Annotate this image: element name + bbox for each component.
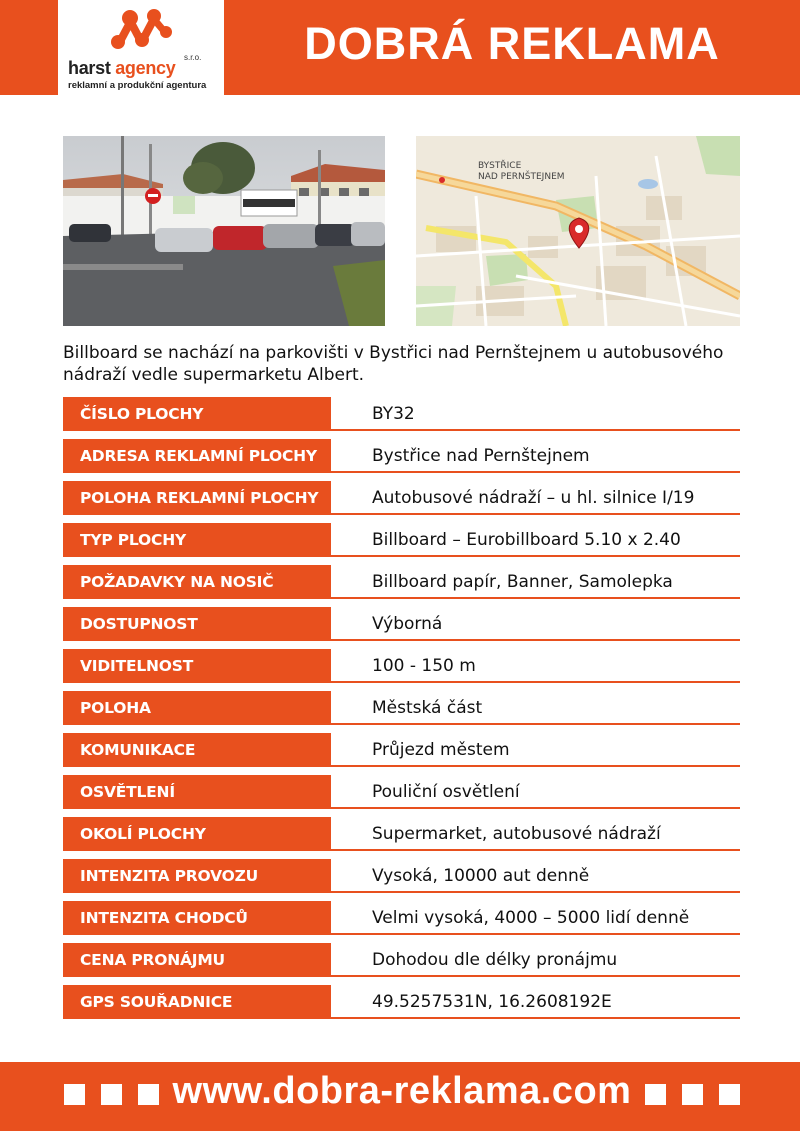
spec-label: INTENZITA CHODCŮ (63, 901, 331, 935)
row-divider (331, 975, 740, 977)
spec-value: Výborná (372, 614, 443, 634)
spec-row (63, 859, 740, 893)
spec-value: 49.5257531N, 16.2608192E (372, 992, 612, 1012)
spec-value: Městská část (372, 698, 483, 718)
row-divider (331, 639, 740, 641)
spec-row (63, 817, 740, 851)
row-divider (331, 471, 740, 473)
spec-value: Velmi vysoká, 4000 – 5000 lidí denně (372, 908, 690, 928)
spec-label: OSVĚTLENÍ (63, 775, 331, 809)
square-bullet-icon (138, 1084, 159, 1105)
spec-row (63, 397, 740, 431)
row-divider (331, 891, 740, 893)
spec-label: DOSTUPNOST (63, 607, 331, 641)
spec-label: ADRESA REKLAMNÍ PLOCHY (63, 439, 331, 473)
spec-label: GPS SOUŘADNICE (63, 985, 331, 1019)
square-bullet-icon (101, 1084, 122, 1105)
spec-label: OKOLÍ PLOCHY (63, 817, 331, 851)
company-logo[interactable] (58, 0, 224, 95)
row-divider (331, 429, 740, 431)
spec-row (63, 901, 740, 935)
spec-label: ČÍSLO PLOCHY (63, 397, 331, 431)
spec-value: Dohodou dle délky pronájmu (372, 950, 618, 970)
square-bullet-icon (64, 1084, 85, 1105)
spec-row (63, 481, 740, 515)
spec-row (63, 733, 740, 767)
map-place-label-line2: NAD PERNŠTEJNEM (478, 172, 565, 182)
spec-label: TYP PLOCHY (63, 523, 331, 557)
row-divider (331, 849, 740, 851)
row-divider (331, 681, 740, 683)
spec-row (63, 565, 740, 599)
row-divider (331, 597, 740, 599)
spec-label: CENA PRONÁJMU (63, 943, 331, 977)
logo-mark-icon (108, 4, 174, 54)
spec-row (63, 649, 740, 683)
spec-value: Billboard – Eurobillboard 5.10 x 2.40 (372, 530, 681, 550)
square-bullet-icon (719, 1084, 740, 1105)
spec-label: VIDITELNOST (63, 649, 331, 683)
row-divider (331, 933, 740, 935)
spec-label: KOMUNIKACE (63, 733, 331, 767)
spec-value: Billboard papír, Banner, Samolepka (372, 572, 673, 592)
spec-label: POLOHA (63, 691, 331, 725)
spec-row (63, 943, 740, 977)
logo-name-part1: harst (68, 58, 116, 78)
square-bullet-icon (645, 1084, 666, 1105)
spec-row (63, 523, 740, 557)
spec-row (63, 607, 740, 641)
spec-value: BY32 (372, 404, 415, 424)
logo-name (68, 58, 175, 79)
row-divider (331, 807, 740, 809)
location-map[interactable] (416, 136, 740, 326)
row-divider (331, 555, 740, 557)
square-bullet-icon (682, 1084, 703, 1105)
spec-value: Bystřice nad Pernštejnem (372, 446, 590, 466)
row-divider (331, 513, 740, 515)
map-place-label-line1: BYSTŘICE (478, 161, 522, 171)
spec-row (63, 985, 740, 1019)
spec-value: Supermarket, autobusové nádraží (372, 824, 661, 844)
logo-name-part2: agency (115, 58, 176, 78)
logo-tagline: reklamní a produkční agentura (68, 80, 207, 91)
row-divider (331, 765, 740, 767)
header-bar (0, 0, 800, 95)
row-divider (331, 723, 740, 725)
spec-value: 100 - 150 m (372, 656, 476, 676)
website-link[interactable]: www.dobra-reklama.com (172, 1070, 632, 1112)
spec-value: Autobusové nádraží – u hl. silnice I/19 (372, 488, 695, 508)
spec-value: Pouliční osvětlení (372, 782, 520, 802)
spec-value: Průjezd městem (372, 740, 510, 760)
spec-row (63, 775, 740, 809)
footer-bar (0, 1062, 800, 1131)
spec-label: POŽADAVKY NA NOSIČ (63, 565, 331, 599)
description-text: Billboard se nachází na parkovišti v Bystřici nad Pernštejnem u autobusového nádraží vedle supermarketu Albert. (63, 343, 724, 385)
spec-label: INTENZITA PROVOZU (63, 859, 331, 893)
spec-label: POLOHA REKLAMNÍ PLOCHY (63, 481, 331, 515)
billboard-photo (63, 136, 385, 326)
page-title: DOBRÁ REKLAMA (304, 18, 720, 69)
spec-row (63, 439, 740, 473)
spec-value: Vysoká, 10000 aut denně (372, 866, 590, 886)
row-divider (331, 1017, 740, 1019)
spec-row (63, 691, 740, 725)
logo-legal-form: s.r.o. (184, 53, 202, 62)
